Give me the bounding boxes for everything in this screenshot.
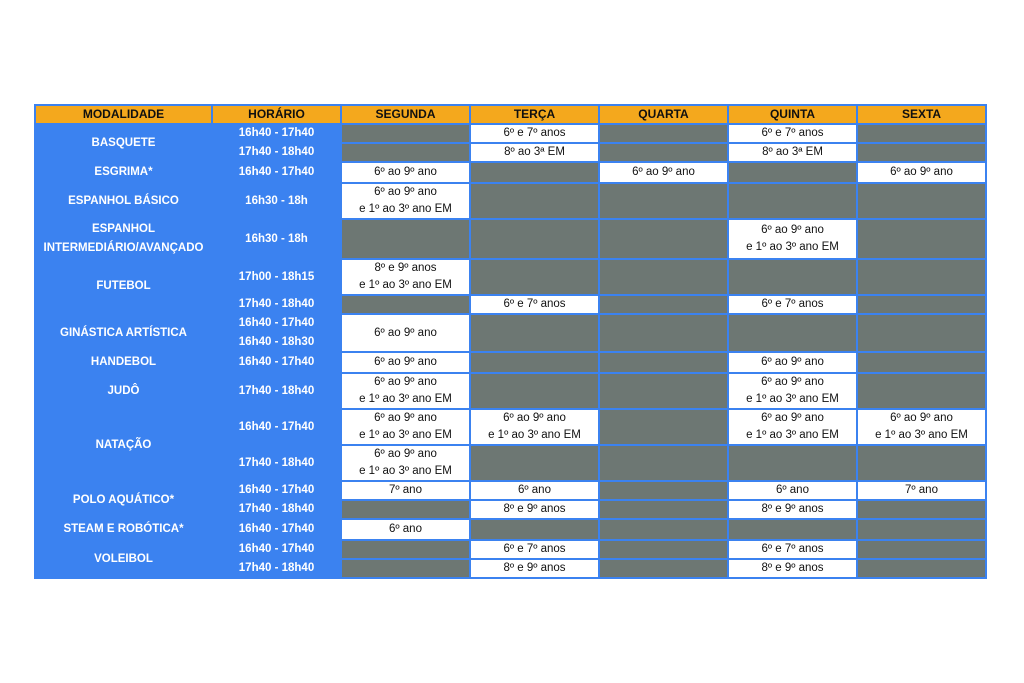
modalidade-cell: GINÁSTICA ARTÍSTICA bbox=[36, 315, 211, 351]
schedule-line: 6º ao 9º ano bbox=[374, 376, 437, 388]
modalidade-cell: STEAM E ROBÓTICA* bbox=[36, 520, 211, 539]
empty-cell bbox=[471, 446, 598, 480]
table-row bbox=[36, 125, 985, 142]
header-segunda: SEGUNDA bbox=[342, 106, 469, 123]
empty-cell bbox=[858, 446, 985, 480]
horario-cell: 17h40 - 18h40 bbox=[213, 296, 340, 313]
schedule-line: e 1º ao 3º ano EM bbox=[488, 429, 581, 441]
schedule-cell: 6º ao 9º ano bbox=[342, 315, 469, 351]
schedule-line: 6º ao 9º ano bbox=[374, 448, 437, 460]
schedule-cell bbox=[858, 410, 985, 444]
modalidade-cell: VOLEIBOL bbox=[36, 541, 211, 577]
empty-cell bbox=[600, 520, 727, 539]
schedule-cell: 8º e 9º anos bbox=[471, 501, 598, 518]
empty-cell bbox=[471, 184, 598, 218]
horario-cell: 16h40 - 17h40 bbox=[213, 541, 340, 558]
empty-cell bbox=[729, 163, 856, 182]
empty-cell bbox=[600, 482, 727, 499]
schedule-cell: 6º ano bbox=[729, 482, 856, 499]
schedule-cell bbox=[342, 410, 469, 444]
modalidade-cell: BASQUETE bbox=[36, 125, 211, 161]
schedule-cell bbox=[471, 410, 598, 444]
schedule-table bbox=[34, 104, 987, 579]
empty-cell bbox=[600, 374, 727, 408]
schedule-cell: 6º e 7º anos bbox=[471, 125, 598, 142]
schedule-line: e 1º ao 3º ano EM bbox=[359, 465, 452, 477]
empty-cell bbox=[858, 144, 985, 161]
empty-cell bbox=[600, 315, 727, 351]
schedule-cell: 6º e 7º anos bbox=[729, 125, 856, 142]
schedule-line: 6º ao 9º ano bbox=[503, 412, 566, 424]
empty-cell bbox=[729, 184, 856, 218]
empty-cell bbox=[858, 315, 985, 351]
schedule-cell: 6º ao 9º ano bbox=[729, 353, 856, 372]
table-row bbox=[36, 353, 985, 372]
header-quarta: QUARTA bbox=[600, 106, 727, 123]
horario-cell: 16h40 - 17h40 bbox=[213, 353, 340, 372]
empty-cell bbox=[600, 410, 727, 444]
empty-cell bbox=[600, 125, 727, 142]
horario-cell: 16h30 - 18h bbox=[213, 220, 340, 258]
header-terca: TERÇA bbox=[471, 106, 598, 123]
horario-cell: 16h40 - 17h40 bbox=[213, 520, 340, 539]
empty-cell bbox=[858, 374, 985, 408]
schedule-line: e 1º ao 3º ano EM bbox=[746, 241, 839, 253]
modalidade-cell: JUDÔ bbox=[36, 374, 211, 408]
schedule-cell: 8º ao 3ª EM bbox=[471, 144, 598, 161]
empty-cell bbox=[600, 144, 727, 161]
empty-cell bbox=[471, 220, 598, 258]
schedule-cell: 8º e 9º anos bbox=[471, 560, 598, 577]
horario-cell: 17h00 - 18h15 bbox=[213, 260, 340, 294]
horario-cell: 16h40 - 17h40 bbox=[213, 125, 340, 142]
empty-cell bbox=[858, 125, 985, 142]
modalidade-line: ESPANHOL bbox=[91, 223, 156, 235]
schedule-cell bbox=[342, 446, 469, 480]
horario-cell: 16h40 - 17h40 bbox=[213, 482, 340, 499]
empty-cell bbox=[858, 184, 985, 218]
schedule-line: e 1º ao 3º ano EM bbox=[359, 429, 452, 441]
header-quinta: QUINTA bbox=[729, 106, 856, 123]
schedule-cell: 8º e 9º anos bbox=[729, 560, 856, 577]
empty-cell bbox=[342, 560, 469, 577]
table-row bbox=[36, 482, 985, 499]
empty-cell bbox=[342, 501, 469, 518]
schedule-line: 6º ao 9º ano bbox=[761, 224, 824, 236]
empty-cell bbox=[858, 220, 985, 258]
empty-cell bbox=[600, 353, 727, 372]
schedule-line: 6º ao 9º ano bbox=[761, 412, 824, 424]
schedule-cell: 6º e 7º anos bbox=[471, 296, 598, 313]
schedule-cell: 6º ao 9º ano bbox=[858, 163, 985, 182]
horario-cell: 16h40 - 18h30 bbox=[213, 334, 340, 351]
modalidade-cell: POLO AQUÁTICO* bbox=[36, 482, 211, 518]
empty-cell bbox=[858, 541, 985, 558]
empty-cell bbox=[342, 220, 469, 258]
empty-cell bbox=[471, 374, 598, 408]
horario-cell: 17h40 - 18h40 bbox=[213, 144, 340, 161]
empty-cell bbox=[600, 446, 727, 480]
schedule-cell: 6º ao 9º ano bbox=[342, 163, 469, 182]
schedule-line: 6º ao 9º ano bbox=[374, 412, 437, 424]
schedule-cell: 7º ano bbox=[342, 482, 469, 499]
schedule-line: 6º ao 9º ano bbox=[374, 186, 437, 198]
empty-cell bbox=[729, 260, 856, 294]
empty-cell bbox=[729, 315, 856, 351]
empty-cell bbox=[471, 260, 598, 294]
schedule-line: e 1º ao 3º ano EM bbox=[746, 429, 839, 441]
empty-cell bbox=[342, 296, 469, 313]
modalidade-line: INTERMEDIÁRIO/AVANÇADO bbox=[43, 242, 204, 254]
schedule-cell bbox=[729, 410, 856, 444]
empty-cell bbox=[729, 446, 856, 480]
schedule-cell bbox=[342, 374, 469, 408]
schedule-cell: 6º ano bbox=[471, 482, 598, 499]
empty-cell bbox=[600, 184, 727, 218]
header-row bbox=[36, 106, 985, 123]
schedule-line: e 1º ao 3º ano EM bbox=[746, 393, 839, 405]
empty-cell bbox=[858, 260, 985, 294]
modalidade-cell: FUTEBOL bbox=[36, 260, 211, 313]
horario-cell: 17h40 - 18h40 bbox=[213, 560, 340, 577]
header-sexta: SEXTA bbox=[858, 106, 985, 123]
empty-cell bbox=[858, 560, 985, 577]
horario-cell: 16h40 - 17h40 bbox=[213, 163, 340, 182]
schedule-cell: 6º ao 9º ano bbox=[600, 163, 727, 182]
header-horario: HORÁRIO bbox=[213, 106, 340, 123]
empty-cell bbox=[471, 163, 598, 182]
table-row bbox=[36, 315, 985, 332]
empty-cell bbox=[342, 541, 469, 558]
schedule-cell: 6º ano bbox=[342, 520, 469, 539]
schedule-line: 6º ao 9º ano bbox=[761, 376, 824, 388]
empty-cell bbox=[729, 520, 856, 539]
empty-cell bbox=[858, 353, 985, 372]
table-row bbox=[36, 163, 985, 182]
modalidade-cell bbox=[36, 220, 211, 258]
empty-cell bbox=[600, 541, 727, 558]
schedule-line: 6º ao 9º ano bbox=[890, 412, 953, 424]
schedule-line: 8º e 9º anos bbox=[374, 262, 437, 274]
empty-cell bbox=[858, 501, 985, 518]
horario-cell: 17h40 - 18h40 bbox=[213, 501, 340, 518]
empty-cell bbox=[600, 560, 727, 577]
empty-cell bbox=[600, 296, 727, 313]
empty-cell bbox=[858, 520, 985, 539]
empty-cell bbox=[858, 296, 985, 313]
horario-cell: 16h30 - 18h bbox=[213, 184, 340, 218]
schedule-cell: 7º ano bbox=[858, 482, 985, 499]
empty-cell bbox=[471, 315, 598, 351]
schedule-cell: 6º e 7º anos bbox=[729, 541, 856, 558]
empty-cell bbox=[600, 501, 727, 518]
schedule-cell: 8º e 9º anos bbox=[729, 501, 856, 518]
empty-cell bbox=[342, 144, 469, 161]
schedule-cell: 6º ao 9º ano bbox=[342, 353, 469, 372]
schedule-cell: 6º e 7º anos bbox=[471, 541, 598, 558]
horario-cell: 16h40 - 17h40 bbox=[213, 315, 340, 332]
modalidade-cell: ESPANHOL BÁSICO bbox=[36, 184, 211, 218]
schedule-line: e 1º ao 3º ano EM bbox=[359, 393, 452, 405]
modalidade-cell: HANDEBOL bbox=[36, 353, 211, 372]
horario-cell: 17h40 - 18h40 bbox=[213, 374, 340, 408]
empty-cell bbox=[600, 260, 727, 294]
schedule-cell bbox=[729, 220, 856, 258]
empty-cell bbox=[471, 520, 598, 539]
modalidade-cell: ESGRIMA* bbox=[36, 163, 211, 182]
table-row bbox=[36, 541, 985, 558]
empty-cell bbox=[600, 220, 727, 258]
header-modalidade: MODALIDADE bbox=[36, 106, 211, 123]
schedule-cell bbox=[342, 260, 469, 294]
schedule-cell bbox=[729, 374, 856, 408]
empty-cell bbox=[342, 125, 469, 142]
schedule-line: e 1º ao 3º ano EM bbox=[875, 429, 968, 441]
table-row bbox=[36, 520, 985, 539]
schedule-cell: 8º ao 3ª EM bbox=[729, 144, 856, 161]
schedule-line: e 1º ao 3º ano EM bbox=[359, 279, 452, 291]
schedule-line: e 1º ao 3º ano EM bbox=[359, 203, 452, 215]
schedule-cell: 6º e 7º anos bbox=[729, 296, 856, 313]
modalidade-cell: NATAÇÃO bbox=[36, 410, 211, 480]
empty-cell bbox=[471, 353, 598, 372]
horario-cell: 16h40 - 17h40 bbox=[213, 410, 340, 444]
schedule-cell bbox=[342, 184, 469, 218]
horario-cell: 17h40 - 18h40 bbox=[213, 446, 340, 480]
